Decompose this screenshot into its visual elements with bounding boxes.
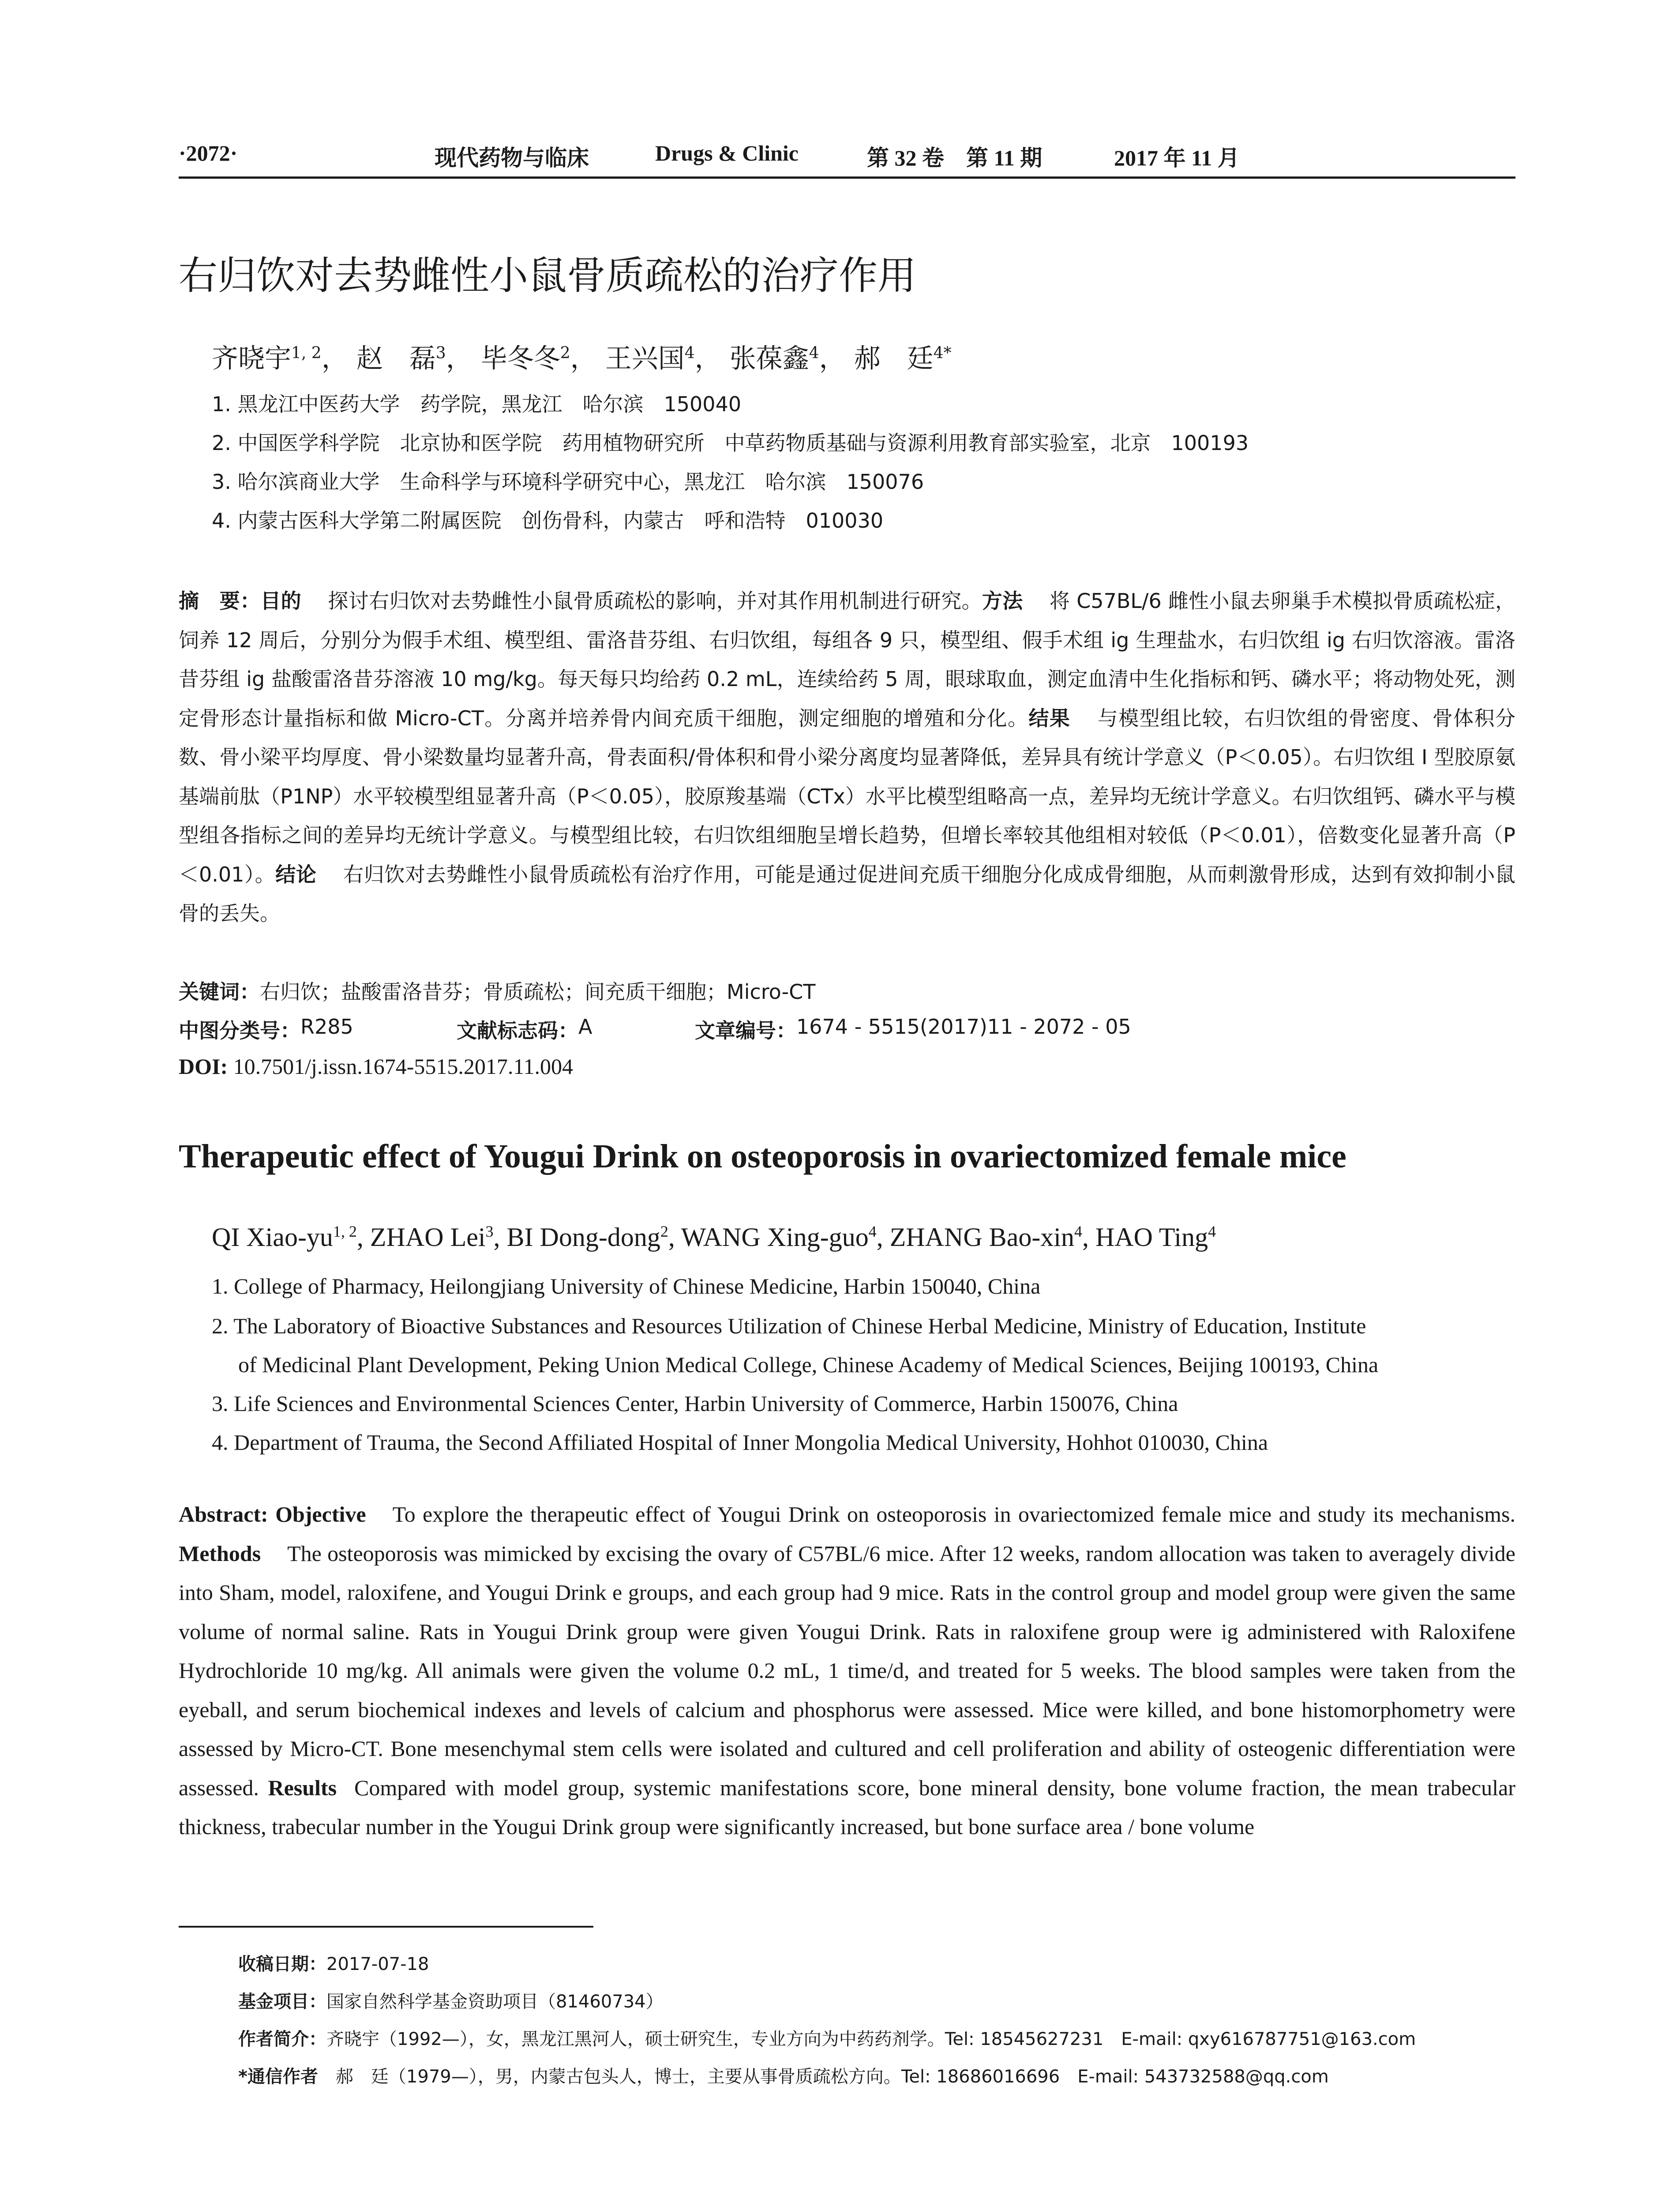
author-cn: 赵 磊 [356,343,436,374]
affiliation-en: 1. College of Pharmacy, Heilongjiang University of Chinese Medicine, Harbin 150040, China [212,1274,1041,1298]
author-en: QI Xiao-yu [212,1223,333,1252]
fund-text: 国家自然科学基金资助项目（81460734） [326,1992,664,2012]
methods-text-en: The osteoporosis was mimicked by excising the ovary of C57BL/6 mice. After 12 weeks, random allocation was taken to averagely divide into Sham, model, raloxifene, and Yougui Drink e groups, and each group had 9 mice. Rats in the control group and model group were given the same volume of normal saline. Rats in Yougui Drink group were given Yougui Drink. Rats in raloxifene group were ig administered with Raloxifene Hydrochloride 10 mg/kg. All animals were given the volume 0.2 mL, 1 time/d, and treated for 5 weeks. The blood samples were taken from the eyeball, and serum biochemical indexes and levels of calcium and phosphorus were assessed. Mice were killed, and bone histomorphometry were assessed by Micro-CT. Bone mesenchymal stem cells were isolated and cultured and cell proliferation and ability of osteogenic differentiation were assessed. [179,1541,1515,1800]
corresponding-text: 郝 廷（1979—），男，内蒙古包头人，博士，主要从事骨质疏松方向。Tel: 18686016696 E-mail: 543732588@qq.com [335,2067,1329,2087]
author-affil-sup: 4 [684,344,695,362]
document-code [457,1015,592,1044]
objective-label-en: Abstract: Objective [179,1502,366,1527]
article-number [695,1015,1131,1044]
objective-text: 探讨右归饮对去势雌性小鼠骨质疏松的影响，并对其作用机制进行研究。 [328,589,982,613]
keywords-label: 关键词： [179,980,260,1004]
results-text-en: Compared with model group, systemic manifestations score, bone mineral density, bone volume fraction, the mean trabecular thickness, trabecular number in the Yougui Drink group were significantly increased, but bone surface area / bone volume [179,1775,1515,1839]
authors-cn: 齐晓宇$^{1, 2}$， 赵 磊$^3$， 毕冬冬$^2$， 王兴国$^4$， 张葆鑫$^4$， 郝 廷$^{4*}$ [212,343,952,374]
results-label-en: Results [268,1775,337,1800]
author-affil-sup: 3 [485,1223,494,1240]
author-cn: 齐晓宇 [212,343,291,374]
authors-en: QI Xiao-yu$^{1, 2}$, ZHAO Lei$^3$, BI Dong-dong$^2$, WANG Xing-guo$^4$, ZHANG Bao-xin$^4$, HAO Ting$^4$ [212,1223,1216,1252]
author-affil-sup: 2 [560,344,570,362]
author-bio-label: 作者简介： [238,2029,326,2049]
author-en: BI Dong-dong [506,1223,660,1252]
abstract-en [179,1495,1515,1846]
footnote-corresponding [238,2063,1329,2088]
conclusion-label: 结论 [275,862,317,886]
doi-line [179,1054,573,1079]
doi-link[interactable]: 10.7501/j.issn.1674-5515.2017.11.004 [233,1054,573,1079]
affiliation-cn: 2. 中国医学科学院 北京协和医学院 药用植物研究所 中草药物质基础与资源利用教育部实验室，北京 100193 [212,431,1249,455]
affiliation-cn: 1. 黑龙江中医药大学 药学院，黑龙江 哈尔滨 150040 [212,392,742,416]
title-en: Therapeutic effect of Yougui Drink on osteoporosis in ovariectomized female mice [179,1138,1346,1175]
affiliation-en-cont: of Medicinal Plant Development, Peking Union Medical College, Chinese Academy of Medical Sciences, Beijing 100193, China [238,1352,1379,1377]
article-no-label: 文章编号： [695,1019,796,1043]
author-affil-sup: 3 [435,344,446,362]
footnote-fund [238,1988,664,2013]
methods-text: 将 C57BL/6 雌性小鼠去卵巢手术模拟骨质疏松症，饲养 12 周后，分别分为假手术组、模型组、雷洛昔芬组、右归饮组，每组各 9 只，模型组、假手术组 ig 生理盐水，右归饮组 ig 右归饮溶液。雷洛昔芬组 ig 盐酸雷洛昔芬溶液 10 mg/kg。每天每只均给药 0.2 mL，连续给药 5 周，眼球取血，测定血清中生化指标和钙、磷水平；将动物处死，测定骨形态计量指标和做 Micro-CT。分离并培养骨内间充质干细胞，测定细胞的增殖和分化。 [179,589,1516,730]
doc-code-label: 文献标志码： [457,1019,578,1043]
footnote-received [238,1950,429,1975]
affiliation-en: 4. Department of Trauma, the Second Affiliated Hospital of Inner Mongolia Medical University, Hohhot 010030, China [212,1430,1268,1455]
keywords-text: 右归饮；盐酸雷洛昔芬；骨质疏松；间充质干细胞；Micro-CT [260,980,816,1004]
title-cn: 右归饮对去势雌性小鼠骨质疏松的治疗作用 [179,253,917,298]
affiliation-cn: 4. 内蒙古医科大学第二附属医院 创伤骨科，内蒙古 呼和浩特 010030 [212,509,884,533]
footnote-author [238,2025,1416,2050]
doi-label: DOI: [179,1054,228,1079]
classification-meta [179,1015,1515,1046]
header-rule [179,176,1515,179]
conclusion-text: 右归饮对去势雌性小鼠骨质疏松有治疗作用，可能是通过促进间充质干细胞分化成成骨细胞，从而刺激骨形成，达到有效抑制小鼠骨的丢失。 [179,862,1516,925]
author-affil-sup: 2 [660,1223,668,1240]
author-affil-sup: 4 [809,344,819,362]
issue-date: 2017 年 11 月 [1114,146,1240,170]
author-cn: 张葆鑫 [729,343,809,374]
journal-name-en: Drugs & Clinic [655,141,799,165]
author-affil-sup: 4 [1074,1223,1082,1240]
running-header [179,140,1515,176]
journal-name-cn: 现代药物与临床 [435,146,589,170]
author-cn: 郝 廷 [854,343,934,374]
results-text: 与模型组比较，右归饮组的骨密度、骨体积分数、骨小梁平均厚度、骨小梁数量均显著升高，骨表面积/骨体积和骨小梁分离度均显著降低，差异具有统计学意义（P＜0.05）。右归饮组 I 型胶原氨基端前肽（P1NP）水平较模型组显著升高（P＜0.05），胶原羧基端（CTx）水平比模型组略高一点，差异均无统计学意义。右归饮组钙、磷水平与模型组各指标之间的差异均无统计学意义。与模型组比较，右归饮组细胞呈增长趋势，但增长率较其他组相对较低（P＜0.01），倍数变化显著升高（P＜0.01）。 [179,706,1516,886]
page-number: ·2072· [179,141,238,165]
objective-label: 目的 [260,589,301,613]
clc-number [179,1015,353,1044]
doc-code-value: A [578,1015,592,1039]
received-label: 收稿日期： [238,1954,326,1974]
author-affil-sup: 4 [1208,1223,1216,1240]
methods-label: 方法 [982,589,1023,613]
footnote-rule [179,1926,593,1928]
affiliation-en: 2. The Laboratory of Bioactive Substances and Resources Utilization of Chinese Herbal Medicine, Ministry of Education, Institute [212,1313,1366,1338]
fund-label: 基金项目： [238,1992,326,2012]
volume-issue: 第 32 卷 第 11 期 [867,146,1042,170]
abstract-cn [179,582,1515,933]
author-cn: 王兴国 [605,343,685,374]
author-bio-text: 齐晓宇（1992—），女，黑龙江黑河人，硕士研究生，专业方向为中药药剂学。Tel: 18545627231 E-mail: qxy616787751@163.com [326,2029,1416,2049]
corresponding-label: *通信作者 [238,2067,318,2087]
author-en: ZHANG Bao-xin [889,1223,1074,1252]
author-affil-sup: 1, 2 [333,1223,357,1240]
abstract-label: 摘 要： [179,589,261,613]
methods-label-en: Methods [179,1541,261,1566]
author-en: HAO Ting [1095,1223,1208,1252]
article-no-value: 1674 - 5515(2017)11 - 2072 - 05 [796,1015,1131,1039]
author-en: WANG Xing-guo [681,1223,869,1252]
results-label: 结果 [1028,706,1071,730]
author-affil-sup: 4* [933,344,952,362]
clc-label: 中图分类号： [179,1019,300,1043]
author-cn: 毕冬冬 [480,343,560,374]
keywords-cn [179,976,815,1005]
objective-text-en: To explore the therapeutic effect of Yougui Drink on osteoporosis in ovariectomized female mice and study its mechanisms. [392,1502,1515,1527]
affiliation-en: 3. Life Sciences and Environmental Sciences Center, Harbin University of Commerce, Harbin 150076, China [212,1391,1178,1416]
author-en: ZHAO Lei [370,1223,486,1252]
clc-value: R285 [300,1015,353,1039]
received-date: 2017-07-18 [326,1954,429,1974]
author-affil-sup: 4 [868,1223,877,1240]
affiliation-cn: 3. 哈尔滨商业大学 生命科学与环境科学研究中心，黑龙江 哈尔滨 150076 [212,470,924,494]
author-affil-sup: 1, 2 [291,344,322,362]
